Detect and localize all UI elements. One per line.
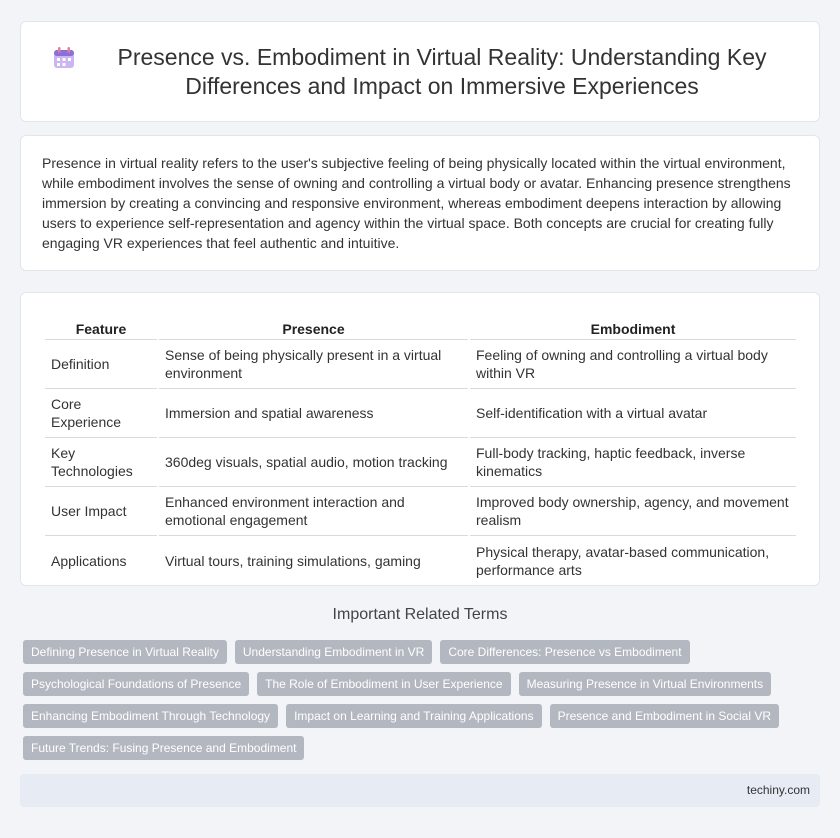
row-feature: Definition (45, 340, 157, 389)
related-terms-title: Important Related Terms (332, 606, 508, 623)
header-feature: Feature (45, 313, 157, 340)
related-term-tag[interactable]: Measuring Presence in Virtual Environments (519, 672, 772, 696)
header-embodiment: Embodiment (470, 313, 796, 340)
row-feature: User Impact (45, 487, 157, 536)
page-title: Presence vs. Embodiment in Virtual Reality: Understanding Key Differences and Impact on Immersive Experiences (117, 43, 767, 99)
table-row (45, 340, 796, 389)
related-term-tag[interactable]: Impact on Learning and Training Applications (286, 704, 542, 728)
footer-site-link[interactable]: techiny.com (746, 783, 810, 797)
related-term-tag[interactable]: Presence and Embodiment in Social VR (550, 704, 779, 728)
row-embodiment: Improved body ownership, agency, and movement realism (470, 487, 796, 536)
row-presence: Virtual tours, training simulations, gaming (165, 552, 421, 569)
comparison-table (43, 313, 798, 585)
row-presence: Immersion and spatial awareness (159, 389, 468, 438)
related-term-tag[interactable]: The Role of Embodiment in User Experience (257, 672, 510, 696)
row-presence: Sense of being physically present in a virtual environment (159, 340, 468, 389)
row-presence: 360deg visuals, spatial audio, motion tracking (159, 438, 468, 487)
related-term-tag[interactable]: Defining Presence in Virtual Reality (23, 640, 227, 664)
row-feature: Applications (51, 552, 127, 569)
row-embodiment: Feeling of owning and controlling a virtual body within VR (470, 340, 796, 389)
table-row (45, 536, 796, 585)
header-card (20, 21, 820, 122)
table-row (45, 487, 796, 536)
row-embodiment: Full-body tracking, haptic feedback, inverse kinematics (470, 438, 796, 487)
calendar-icon (51, 45, 77, 71)
intro-paragraph: Presence in virtual reality refers to the user's subjective feeling of being physically located within the virtual environment, while embodiment involves the sense of owning and controlling a virtual body or avatar. Enhancing presence strengthens immersion by creating a convincing and responsive environment, whereas embodiment deepens interaction by allowing users to experience self-representation and agency within the virtual space. Both concepts are crucial for creating fully engaging VR experiences that feel authentic and intuitive. (42, 155, 791, 251)
related-term-tag[interactable]: Understanding Embodiment in VR (235, 640, 432, 664)
row-feature: Core Experience (45, 389, 157, 438)
row-feature: Key Technologies (45, 438, 157, 487)
comparison-card (20, 292, 820, 586)
related-term-tag[interactable]: Psychological Foundations of Presence (23, 672, 249, 696)
related-terms-list (23, 640, 823, 768)
row-embodiment: Physical therapy, avatar-based communication, performance arts (476, 543, 770, 578)
related-term-tag[interactable]: Core Differences: Presence vs Embodiment (440, 640, 689, 664)
related-term-tag[interactable]: Future Trends: Fusing Presence and Embodiment (23, 736, 304, 760)
footer-bar (20, 774, 820, 807)
row-presence: Enhanced environment interaction and emotional engagement (159, 487, 468, 536)
table-row (45, 438, 796, 487)
related-term-tag[interactable]: Enhancing Embodiment Through Technology (23, 704, 278, 728)
intro-card (20, 135, 820, 271)
header-presence: Presence (159, 313, 468, 340)
table-row (45, 389, 796, 438)
row-embodiment: Self-identification with a virtual avatar (470, 389, 796, 438)
